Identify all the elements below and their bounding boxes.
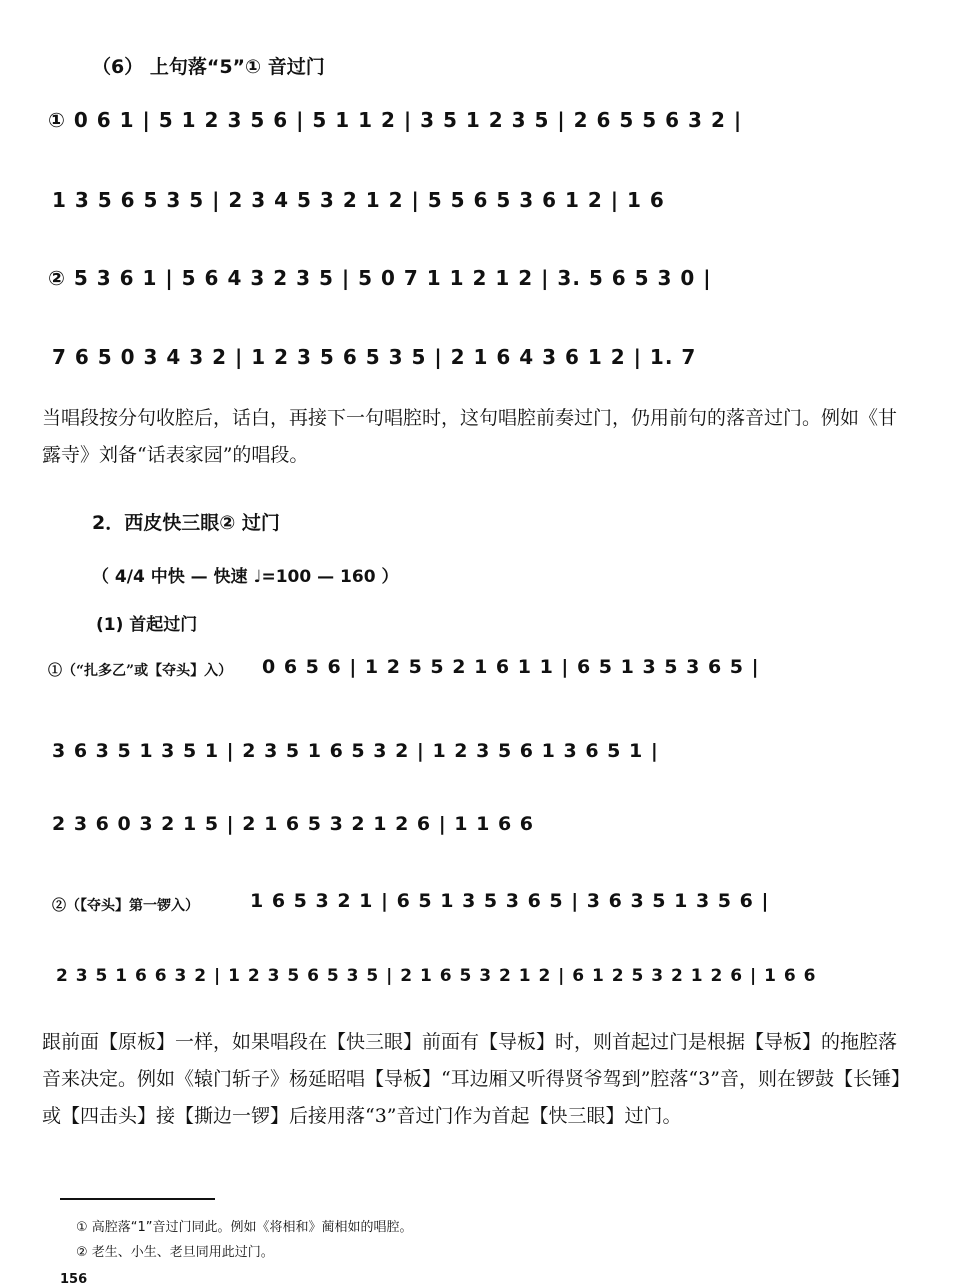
section6-heading: （6） 上句落“5”① 音过门: [92, 56, 325, 78]
score-line: ② 5 3 6 1 | 5 6 4 3 2 3 5 | 5 0 7 1 1 2 1 2 | 3. 5 6 5 3 0 |: [48, 266, 712, 290]
page-number: 156: [60, 1272, 88, 1287]
footnote: ② 老生、小生、老旦同用此过门。: [76, 1245, 274, 1260]
tempo-marking: （ 4/4 中快 — 快速 ♩=100 — 160 ）: [92, 567, 399, 587]
paragraph: 跟前面【原板】一样，如果唱段在【快三眼】前面有【导板】时，则首起过门是根据【导板】的拖腔落音来决定。例如《辕门斩子》杨延昭唱【导板】“耳边厢又听得贤爷驾到”腔落“3”音，则在锣鼓【长锤】或【四击头】接【撕边一锣】后接用落“3”音过门作为首起【快三眼】过门。: [42, 1031, 910, 1127]
score-line: 1 6 5 3 2 1 | 6 5 1 3 5 3 6 5 | 3 6 3 5 1 3 5 6 |: [250, 890, 770, 912]
score-line: 2 3 6 0 3 2 1 5 | 2 1 6 5 3 2 1 2 6 | 1 1 6 6: [52, 813, 535, 835]
score-line: 2 3 5 1 6 6 3 2 | 1 2 3 5 6 5 3 5 | 2 1 6 5 3 2 1 2 | 6 1 2 5 3 2 1 2 6 | 1 6 6: [56, 966, 817, 986]
section2-heading: 2．西皮快三眼② 过门: [92, 512, 280, 534]
score-line: 0 6 5 6 | 1 2 5 5 2 1 6 1 1 | 6 5 1 3 5 3 6 5 |: [262, 656, 760, 678]
footnote-divider: [60, 1198, 215, 1200]
score-line: 3 6 3 5 1 3 5 1 | 2 3 5 1 6 5 3 2 | 1 2 3 5 6 1 3 6 5 1 |: [52, 740, 659, 762]
paragraph: 当唱段按分句收腔后，话白，再接下一句唱腔时，这句唱腔前奏过门，仍用前句的落音过门。例如《甘露寺》刘备“话表家园”的唱段。: [42, 407, 898, 466]
score-line: 1 3 5 6 5 3 5 | 2 3 4 5 3 2 1 2 | 5 5 6 5 3 6 1 2 | 1 6: [52, 188, 665, 212]
score-line-label: ①（“扎多乙”或【夺头】入）: [48, 663, 233, 679]
footnote: ① 高腔落“1”音过门同此。例如《将相和》蔺相如的唱腔。: [76, 1220, 413, 1235]
score-line-label: ②（【夺头】第一锣入）: [52, 898, 199, 914]
score-line: ① 0 6 1 | 5 1 2 3 5 6 | 5 1 1 2 | 3 5 1 2 3 5 | 2 6 5 5 6 3 2 |: [48, 108, 743, 132]
sub-heading: (1) 首起过门: [96, 615, 198, 635]
score-line: 7 6 5 0 3 4 3 2 | 1 2 3 5 6 5 3 5 | 2 1 6 4 3 6 1 2 | 1. 7: [52, 345, 697, 369]
